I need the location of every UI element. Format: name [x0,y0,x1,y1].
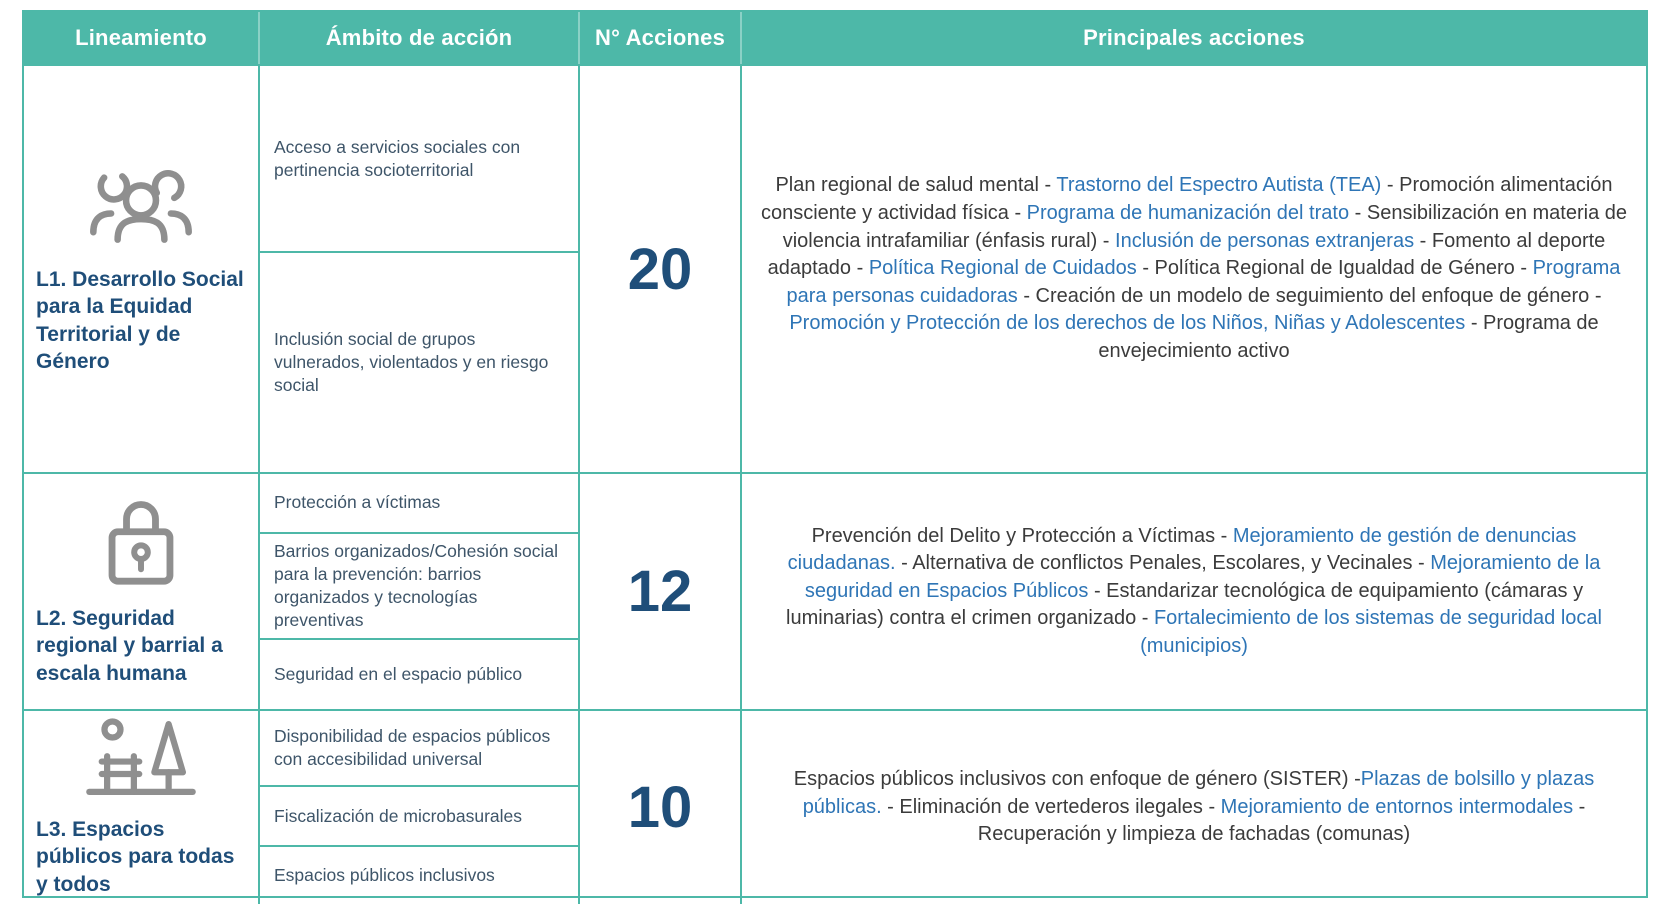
ambito-item: Barrios organizados/Cohesión social para la prevención: barrios organizados y tecnologías preventivas [260,532,578,638]
table-row-l3 [24,709,1646,900]
principales-acciones-cell [740,711,1646,904]
lineamiento-cell [24,66,258,472]
accion-highlight: Política Regional de Cuidados [868,257,1137,280]
accion-text: - Creación de un modelo de seguimiento del enfoque de género - [1017,284,1602,307]
header-principales-acciones: Principales acciones [740,12,1646,64]
table-header-row [24,12,1646,64]
people-group-icon [79,163,203,254]
table-row-l1 [24,64,1646,472]
accion-highlight: Mejoramiento de entornos intermodales [1220,795,1574,818]
accion-text: - Promoción alimentación consciente y actividad física - [760,174,1613,225]
accion-highlight: Trastorno del Espectro Autista (TEA) [1056,174,1382,197]
ambitos-cell [258,711,578,904]
accion-highlight: Programa de humanización del trato [1026,202,1350,225]
accion-highlight: Inclusión de personas extranjeras [1115,229,1415,252]
park-icon [82,717,200,804]
principales-acciones-text [756,172,1632,365]
accion-highlight: Fortalecimiento de los sistemas de seguridad local (municipios) [1140,607,1602,657]
accion-highlight: Plazas de bolsillo y plazas públicas. [802,768,1595,818]
accion-text: - Eliminación de vertederos ilegales - [881,795,1221,818]
principales-acciones-text [756,766,1632,849]
ambito-item: Espacios públicos inclusivos [260,845,578,904]
accion-text: - Alternativa de conflictos Penales, Escolares, y Vecinales - [895,552,1431,575]
accion-text: - Política Regional de Igualdad de Género - [1136,257,1533,280]
principales-acciones-cell [740,474,1646,709]
accion-text: - Fomento al deporte adaptado - [767,229,1606,280]
ambito-item: Inclusión social de grupos vulnerados, violentados y en riesgo social [260,251,578,472]
acciones-count: 20 [578,66,740,472]
lineamiento-cell [24,711,258,904]
ambitos-cell [258,474,578,709]
header-lineamiento: Lineamiento [75,25,207,50]
acciones-table [22,10,1648,898]
header-n-acciones: N° Acciones [578,12,740,64]
ambito-item: Disponibilidad de espacios públicos con accesibilidad universal [274,726,551,770]
acciones-count: 12 [578,474,740,709]
ambito-item: Protección a víctimas [274,492,441,513]
accion-text: - Programa de envejecimiento activo [1098,312,1599,362]
accion-highlight: Promoción y Protección de los derechos de los Niños, Niñas y Adolescentes [789,312,1466,335]
lineamiento-cell [24,474,258,709]
lineamiento-title: L1. Desarrollo Social para la Equidad Territorial y de Género [36,267,244,373]
accion-highlight: Programa para personas cuidadoras [786,257,1621,307]
padlock-icon [100,496,182,593]
ambito-item: Acceso a servicios sociales con pertinencia socioterritorial [274,136,521,180]
table-row-l2 [24,472,1646,709]
accion-text: Plan regional de salud mental - [775,174,1057,197]
lineamiento-title: L3. Espacios públicos para todas y todos [36,818,235,896]
accion-text: - Recuperación y limpieza de fachadas (comunas) [977,795,1586,846]
ambito-item: Fiscalización de microbasurales [260,785,578,845]
lineamiento-title: L2. Seguridad regional y barrial a escala humana [36,607,223,685]
ambitos-cell [258,66,578,472]
principales-acciones-cell [740,66,1646,472]
ambito-item: Seguridad en el espacio público [260,638,578,709]
accion-text: - Sensibilización en materia de violencia intrafamiliar (énfasis rural) - [782,202,1627,252]
accion-highlight: Mejoramiento de gestión de denuncias ciudadanas. [787,524,1577,575]
accion-highlight: Mejoramiento de la seguridad en Espacios Públicos [804,552,1601,602]
header-ambito-de-accion: Ámbito de acción [258,12,578,64]
acciones-count: 10 [578,711,740,904]
principales-acciones-text [756,523,1632,661]
accion-text: - Estandarizar tecnológica de equipamiento (cámaras y luminarias) contra el crimen organizado - [786,579,1584,630]
accion-text: Prevención del Delito y Protección a Víctimas - [811,524,1233,547]
table-body [24,64,1646,900]
accion-text: Espacios públicos inclusivos con enfoque de género (SISTER) - [793,768,1361,791]
